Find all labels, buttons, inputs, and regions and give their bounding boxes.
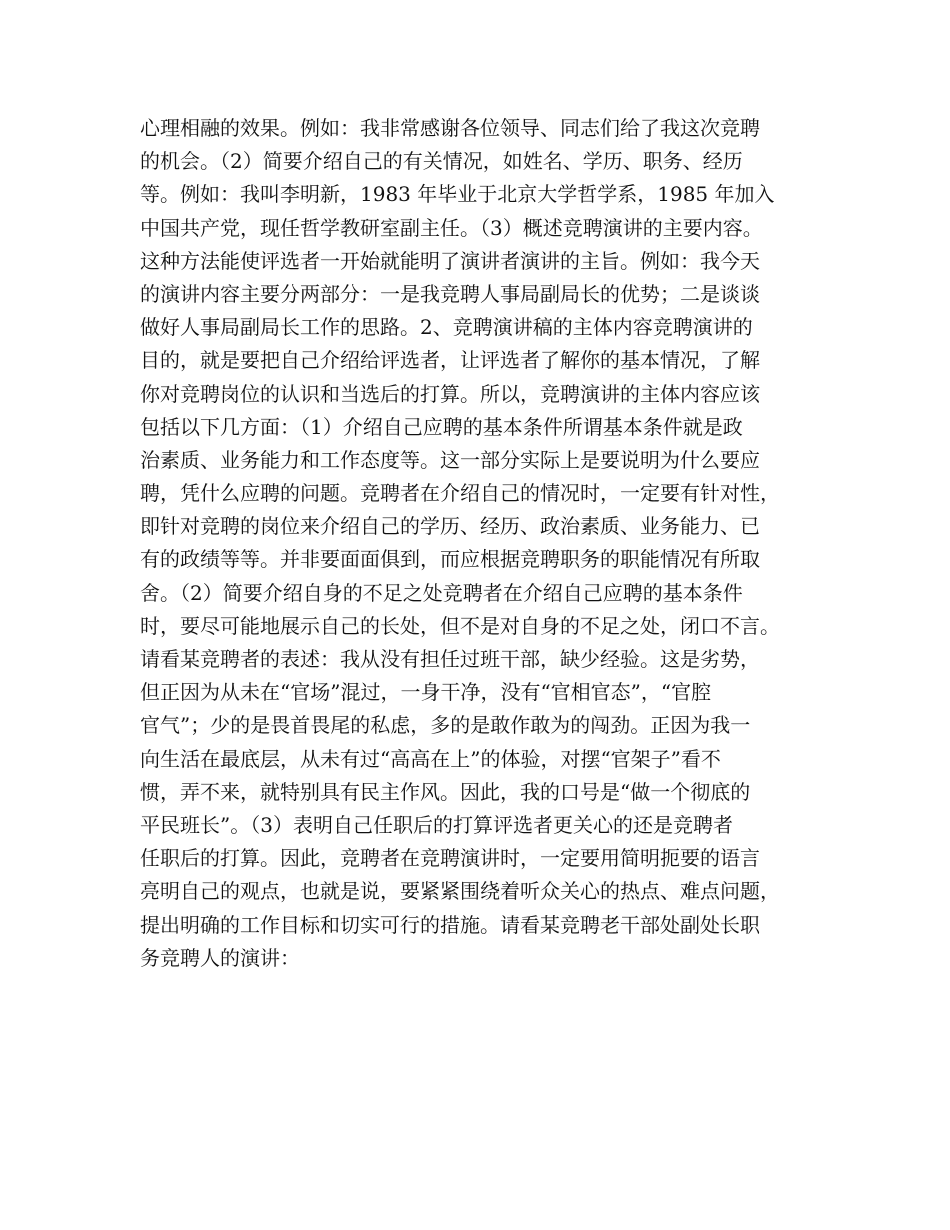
text-line: 等。例如：我叫李明新，1983 年毕业于北京大学哲学系，1985 年加入 (140, 182, 775, 207)
text-line: 目的，就是要把自己介绍给评选者，让评选者了解你的基本情况，了解 (140, 348, 760, 373)
text-line: 的机会。（2）简要介绍自己的有关情况，如姓名、学历、职务、经历 (140, 149, 743, 174)
text-line: 聘，凭什么应聘的问题。竞聘者在介绍自己的情况时，一定要有针对性， (140, 481, 780, 506)
text-line: 惯，弄不来，就特别具有民主作风。因此，我的口号是“做一个彻底的 (140, 779, 751, 804)
text-line: 这种方法能使评选者一开始就能明了演讲者演讲的主旨。例如：我今天 (140, 248, 760, 273)
text-line: 官气”；少的是畏首畏尾的私虑，多的是敢作敢为的闯劲。正因为我一 (140, 713, 751, 738)
text-line: 做好人事局副局长工作的思路。2、竞聘演讲稿的主体内容竞聘演讲的 (140, 315, 753, 340)
text-line: 舍。（2）简要介绍自身的不足之处竞聘者在介绍自己应聘的基本条件 (140, 580, 743, 605)
text-line: 务竞聘人的演讲： (140, 945, 300, 970)
text-line: 请看某竞聘者的表述：我从没有担任过班干部，缺少经验。这是劣势， (140, 647, 760, 671)
text-line: 但正因为从未在“官场”混过，一身干净，没有“官相官态”，“官腔 (140, 680, 712, 705)
text-line: 治素质、业务能力和工作态度等。这一部分实际上是要说明为什么要应 (140, 447, 760, 472)
text-line: 提出明确的工作目标和切实可行的措施。请看某竞聘老干部处副处长职 (140, 912, 760, 937)
text-line: 平民班长”。（3）表明自己任职后的打算评选者更关心的还是竞聘者 (140, 812, 733, 837)
text-line: 任职后的打算。因此，竞聘者在竞聘演讲时，一定要用简明扼要的语言 (140, 846, 760, 871)
text-line: 时，要尽可能地展示自己的长处，但不是对自身的不足之处，闭口不言。 (140, 613, 780, 638)
text-line: 亮明自己的观点，也就是说，要紧紧围绕着听众关心的热点、难点问题， (140, 879, 780, 904)
text-line: 向生活在最底层，从未有过“高高在上”的体验，对摆“官架子”看不 (140, 746, 721, 771)
text-line: 的演讲内容主要分两部分：一是我竞聘人事局副局长的优势；二是谈谈 (140, 281, 760, 306)
text-line: 中国共产党，现任哲学教研室副主任。（3）概述竞聘演讲的主要内容。 (140, 215, 763, 240)
text-line: 心理相融的效果。例如：我非常感谢各位领导、同志们给了我这次竞聘 (140, 116, 760, 140)
text-line: 包括以下几方面：（1）介绍自己应聘的基本条件所谓基本条件就是政 (140, 414, 743, 439)
text-line: 有的政绩等等。并非要面面俱到，而应根据竞聘职务的职能情况有所取 (140, 547, 760, 572)
body-text (140, 112, 830, 975)
text-line: 即针对竞聘的岗位来介绍自己的学历、经历、政治素质、业务能力、已 (140, 514, 760, 539)
text-line: 你对竞聘岗位的认识和当选后的打算。所以，竞聘演讲的主体内容应该 (140, 381, 760, 406)
